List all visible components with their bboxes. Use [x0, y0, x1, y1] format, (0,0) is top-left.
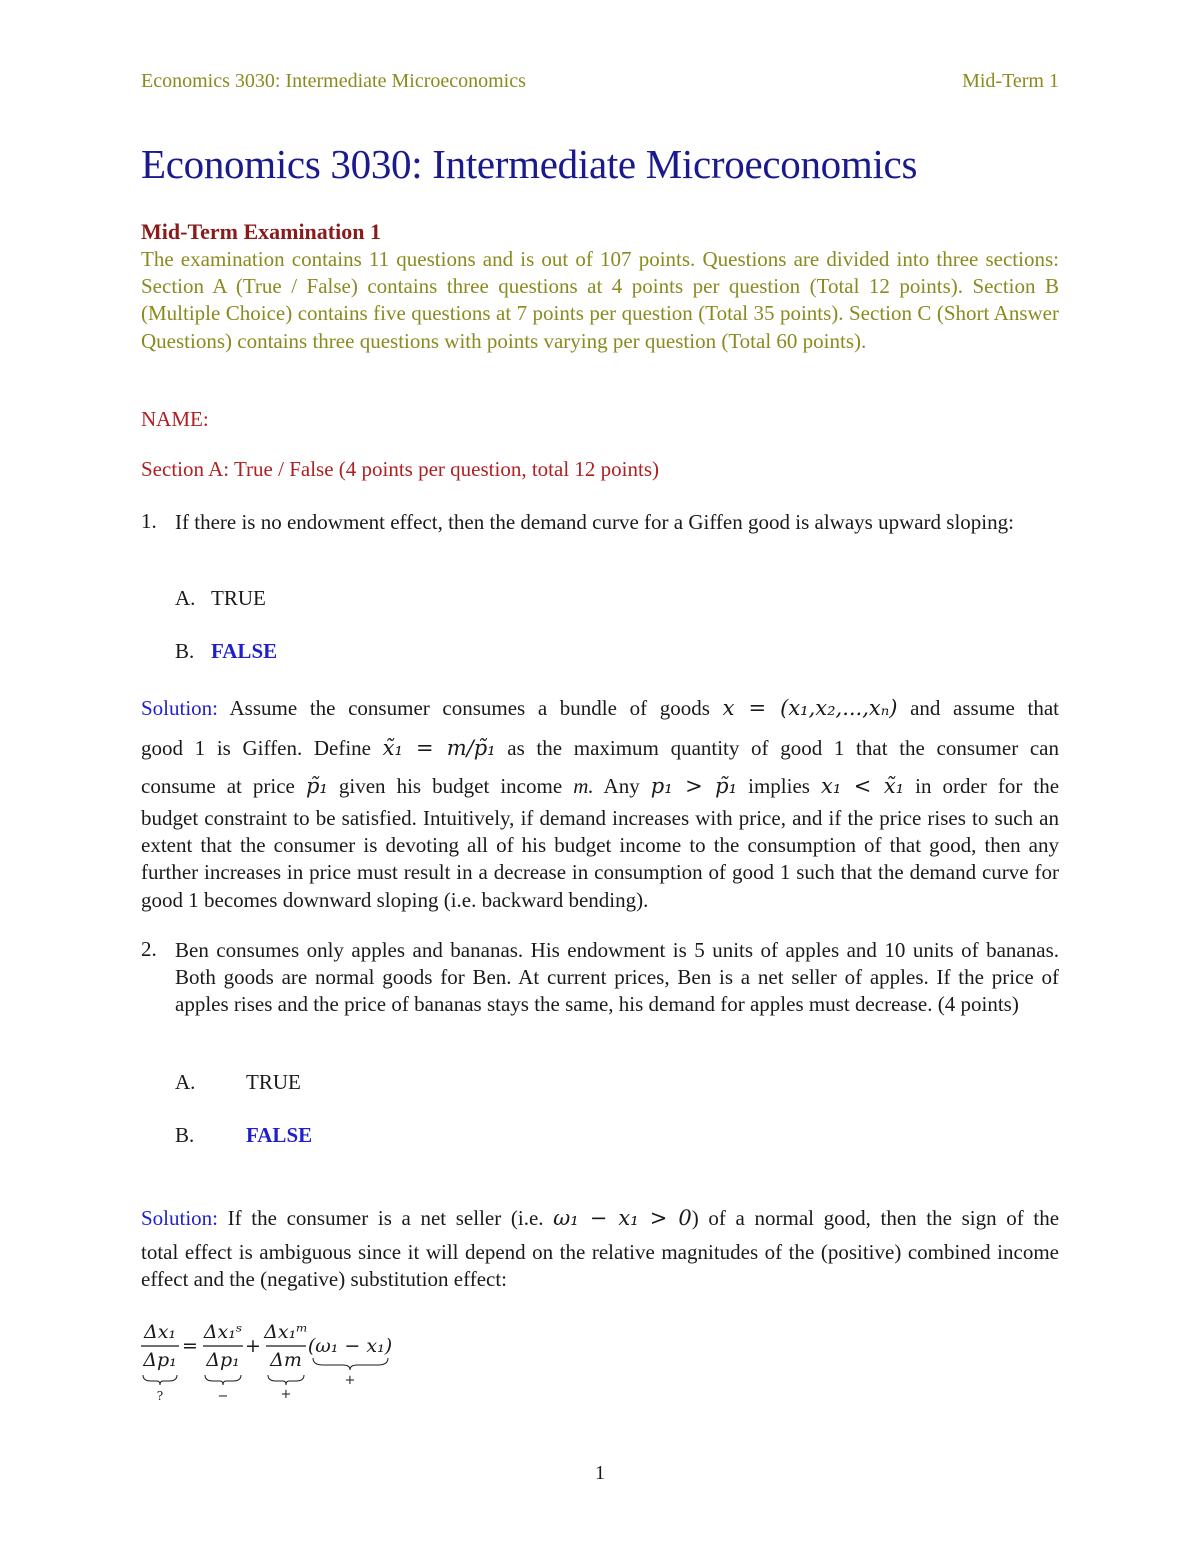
- eq-t1-num: Δx₁: [143, 1321, 177, 1343]
- eq-t2-num: Δx₁ˢ: [203, 1321, 243, 1343]
- sol1-text-2b: as the maximum quantity of good 1 that the consumer can: [507, 736, 1059, 760]
- q2-number: 2.: [141, 937, 157, 961]
- sol2-line1: [141, 1206, 1059, 1231]
- eq-t3-num: Δx₁ᵐ: [264, 1321, 308, 1343]
- sol1-math-ineq1: p₁ > p̃₁: [650, 774, 738, 798]
- q2-option-a-text: TRUE: [246, 1070, 301, 1094]
- sol1-label: Solution:: [141, 696, 219, 720]
- q2-option-b-text: FALSE: [246, 1123, 313, 1147]
- sol2-text-1a: If the consumer is a net seller (i.e.: [227, 1206, 544, 1230]
- sol1-math-bundle: x = (x₁,x₂,...,xₙ): [722, 696, 898, 720]
- sol2-math-netseller: ω₁ − x₁ > 0: [553, 1206, 692, 1230]
- page-title: Economics 3030: Intermediate Microeconomics: [141, 141, 918, 187]
- eq-t3-den: Δm: [270, 1349, 302, 1371]
- eq-t2-den: Δp₁: [206, 1349, 240, 1371]
- sol2-label: Solution:: [141, 1206, 219, 1230]
- sol1-line3: [141, 774, 1059, 799]
- sol1-text-3e: implies: [748, 774, 810, 798]
- sol1-line2: [141, 736, 1059, 761]
- page-number: 1: [595, 1462, 605, 1484]
- q1-option-b-text: FALSE: [211, 639, 278, 663]
- sol1-text-2a: good 1 is Giffen. Define: [141, 736, 371, 760]
- q1-option-a-label: A.: [175, 586, 196, 610]
- sol1-text-1b: and assume that: [910, 696, 1060, 720]
- q1-option-a-text: TRUE: [211, 586, 266, 610]
- q2-option-a-label: A.: [175, 1070, 196, 1094]
- q1-text: If there is no endowment effect, then the demand curve for a Giffen good is always upward sloping:: [175, 510, 1014, 534]
- sol1-math-ineq2: x₁ < x̃₁: [821, 774, 905, 798]
- name-label: NAME:: [141, 407, 209, 431]
- eq-t1-den: Δp₁: [143, 1349, 177, 1371]
- slutsky-equation: [135, 1318, 415, 1408]
- header-course: Economics 3030: Intermediate Microeconomics: [141, 70, 526, 92]
- exam-subtitle: Mid-Term Examination 1: [141, 219, 381, 244]
- eq-plus: +: [245, 1335, 261, 1357]
- sol1-math-define: x̃₁ = m/p̃₁: [382, 736, 496, 760]
- sol1-text-3f: in order for the: [915, 774, 1060, 798]
- eq-t2-sign: −: [217, 1389, 229, 1404]
- sol1-text-1a: Assume the consumer consumes a bundle of goods: [229, 696, 710, 720]
- eq-t1-sign: ?: [156, 1389, 164, 1403]
- eq-equals: =: [182, 1335, 198, 1357]
- eq-t3-sign: +: [280, 1387, 292, 1402]
- q2-text: Ben consumes only apples and bananas. His endowment is 5 units of apples and 10 units of bananas. Both goods are normal goods for Ben. At current prices, Ben is a net seller of apples. If the price of apples rises and the price of bananas stays the same, his demand for apples must decrease. (4 points): [175, 938, 1059, 1017]
- section-a-heading: Section A: True / False (4 points per question, total 12 points): [141, 457, 659, 481]
- header-exam: Mid-Term 1: [962, 70, 1059, 92]
- intro-paragraph: The examination contains 11 questions and is out of 107 points. Questions are divided into three sections: Section A (True / False) contains three questions at 4 points per question (Total 12 points). Section B (Multiple Choice) contains five questions at 7 points per question (Total 35 points). Section C (Short Answer Questions) contains three questions with points varying per question (Total 60 points).: [141, 247, 1059, 353]
- sol2-rest: total effect is ambiguous since it will depend on the relative magnitudes of the (positive) combined income effect and the (negative) substitution effect:: [141, 1240, 1059, 1292]
- sol1-text-3d: Any: [603, 774, 640, 798]
- q1-number: 1.: [141, 509, 157, 533]
- q1-option-b-label: B.: [175, 639, 195, 663]
- sol1-rest: budget constraint to be satisfied. Intuitively, if demand increases with price, and if the price rises to such an extent that the consumer is devoting all of his budget income to the consumption of that good, then any further increases in price must result in a decrease in consumption of good 1 such that the demand curve for good 1 becomes downward sloping (i.e. backward bending).: [141, 806, 1059, 912]
- sol1-text-3a: consume at price: [141, 774, 295, 798]
- eq-t4: (ω₁ − x₁): [307, 1335, 393, 1357]
- sol2-text-1b: ) of a normal good, then the sign of the: [691, 1206, 1060, 1230]
- sol1-text-3b: given his budget income: [338, 774, 563, 798]
- sol1-text-3c: m.: [573, 774, 594, 798]
- sol1-math-price: p̃₁: [305, 774, 328, 798]
- eq-t4-sign: +: [344, 1373, 356, 1388]
- running-header: [141, 70, 1059, 98]
- q2-option-b-label: B.: [175, 1123, 195, 1147]
- sol1-line1: [141, 696, 1059, 721]
